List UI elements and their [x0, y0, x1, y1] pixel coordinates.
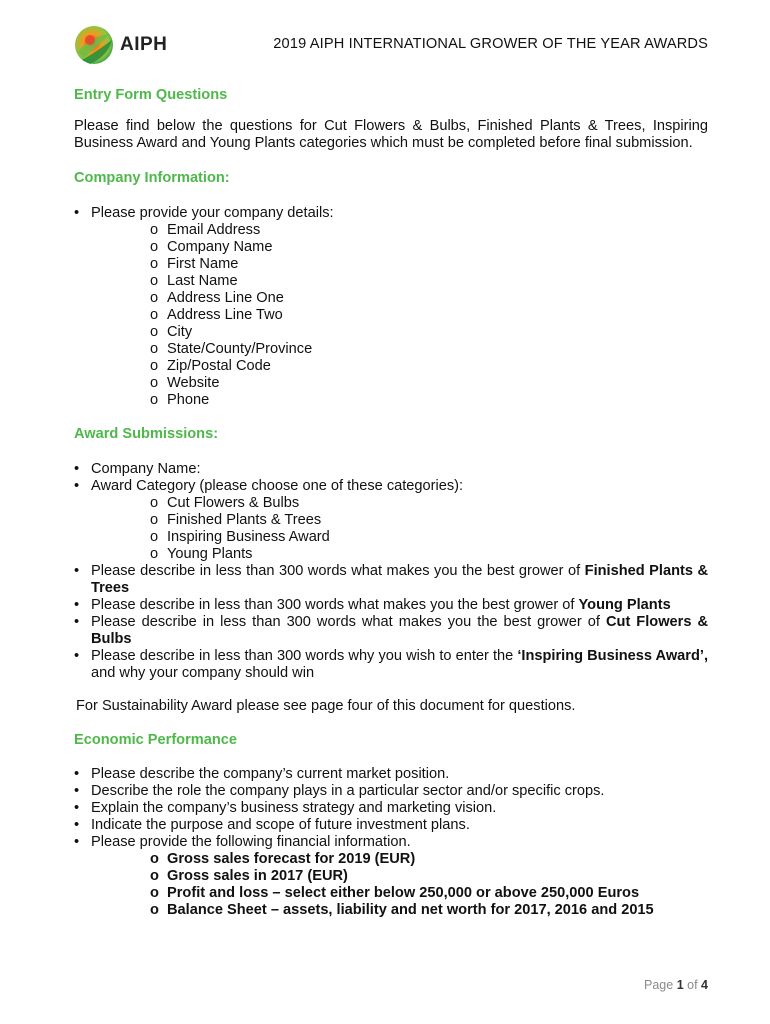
sub-list-item: o Company Name — [150, 239, 708, 256]
sub-list-item: o City — [150, 324, 708, 341]
sub-list-item: o State/County/Province — [150, 341, 708, 358]
header-title: 2019 AIPH INTERNATIONAL GROWER OF THE YEAR AWARDS — [273, 36, 708, 52]
company-info-list — [74, 205, 708, 409]
company-details-prompt: Please provide your company details: — [91, 205, 334, 221]
sub-list-item: o Finished Plants & Trees — [150, 512, 708, 529]
aiph-logo — [70, 22, 167, 68]
award-submissions-heading: Award Submissions: — [74, 426, 219, 442]
question-category: Young Plants — [578, 597, 671, 613]
sub-list-item: o Gross sales forecast for 2019 (EUR) — [150, 851, 708, 868]
sub-list-item: o Website — [150, 375, 708, 392]
list-item — [74, 800, 708, 817]
economic-performance-list — [74, 766, 708, 919]
sustainability-note: For Sustainability Award please see page four of this document for questions. — [76, 698, 576, 714]
question-text: Please describe in less than 300 words why you wish to enter the — [91, 648, 518, 664]
financial-info-list — [91, 851, 708, 919]
list-item — [74, 563, 708, 597]
list-item — [74, 597, 708, 614]
sub-list-item: o Inspiring Business Award — [150, 529, 708, 546]
sub-list-item: o Zip/Postal Code — [150, 358, 708, 375]
company-info-heading: Company Information: — [74, 170, 230, 186]
list-item — [74, 766, 708, 783]
entry-form-heading: Entry Form Questions — [74, 87, 228, 103]
list-item — [74, 614, 708, 648]
list-item — [74, 205, 708, 409]
sub-list-item: o Address Line One — [150, 290, 708, 307]
economic-question: Describe the role the company plays in a particular sector and/or specific crops. — [91, 783, 605, 799]
intro-paragraph: Please find below the questions for Cut Flowers & Bulbs, Finished Plants & Trees, Inspiring Business Award and Young Plants categories which must be completed before final submission. — [74, 118, 708, 151]
page-of-label: of — [687, 978, 698, 992]
page-total: 4 — [701, 978, 708, 992]
page-header — [70, 22, 708, 68]
sub-list-item: o Cut Flowers & Bulbs — [150, 495, 708, 512]
sub-list-item: o Young Plants — [150, 546, 708, 563]
sub-list-item: o Gross sales in 2017 (EUR) — [150, 868, 708, 885]
list-item — [74, 478, 708, 563]
page-label: Page — [644, 978, 674, 992]
award-category-prompt: Award Category (please choose one of these categories): — [91, 478, 464, 494]
list-item — [74, 648, 708, 682]
economic-question: Indicate the purpose and scope of future investment plans. — [91, 817, 470, 833]
sub-list-item: o Profit and loss – select either below 250,000 or above 250,000 Euros — [150, 885, 708, 902]
question-category: Finished Plants & Trees — [91, 563, 708, 596]
sub-list-item: o First Name — [150, 256, 708, 273]
page-footer — [644, 978, 708, 992]
sub-list-item: o Balance Sheet – assets, liability and net worth for 2017, 2016 and 2015 — [150, 902, 708, 919]
page-number: 1 — [676, 978, 684, 992]
question-text: and why your company should win — [91, 665, 315, 681]
economic-performance-heading: Economic Performance — [74, 732, 238, 748]
sub-list-item: o Phone — [150, 392, 708, 409]
company-fields-list — [91, 222, 708, 409]
list-item — [74, 834, 708, 919]
sub-list-item: o Email Address — [150, 222, 708, 239]
question-text: Please describe in less than 300 words what makes you the best grower of — [91, 597, 579, 613]
list-item — [74, 783, 708, 800]
question-text: Please describe in less than 300 words what makes you the best grower of — [91, 563, 585, 579]
economic-question: Please provide the following financial information. — [91, 834, 411, 850]
sub-list-item: o Address Line Two — [150, 307, 708, 324]
economic-question: Explain the company’s business strategy and marketing vision. — [91, 800, 497, 816]
list-item — [74, 817, 708, 834]
aiph-logo-icon — [70, 22, 118, 68]
document-body — [74, 86, 708, 919]
question-category: Cut Flowers & Bulbs — [91, 614, 709, 647]
logo-text: AIPH — [120, 34, 168, 55]
award-submissions-list — [74, 461, 708, 682]
question-text: Please describe in less than 300 words what makes you the best grower of — [91, 614, 606, 630]
sub-list-item: o Last Name — [150, 273, 708, 290]
list-item — [74, 461, 708, 478]
question-category: ‘Inspiring Business Award’, — [517, 648, 709, 664]
economic-question: Please describe the company’s current market position. — [91, 766, 450, 782]
company-name-prompt: Company Name: — [91, 461, 201, 477]
award-categories-list — [91, 495, 708, 563]
